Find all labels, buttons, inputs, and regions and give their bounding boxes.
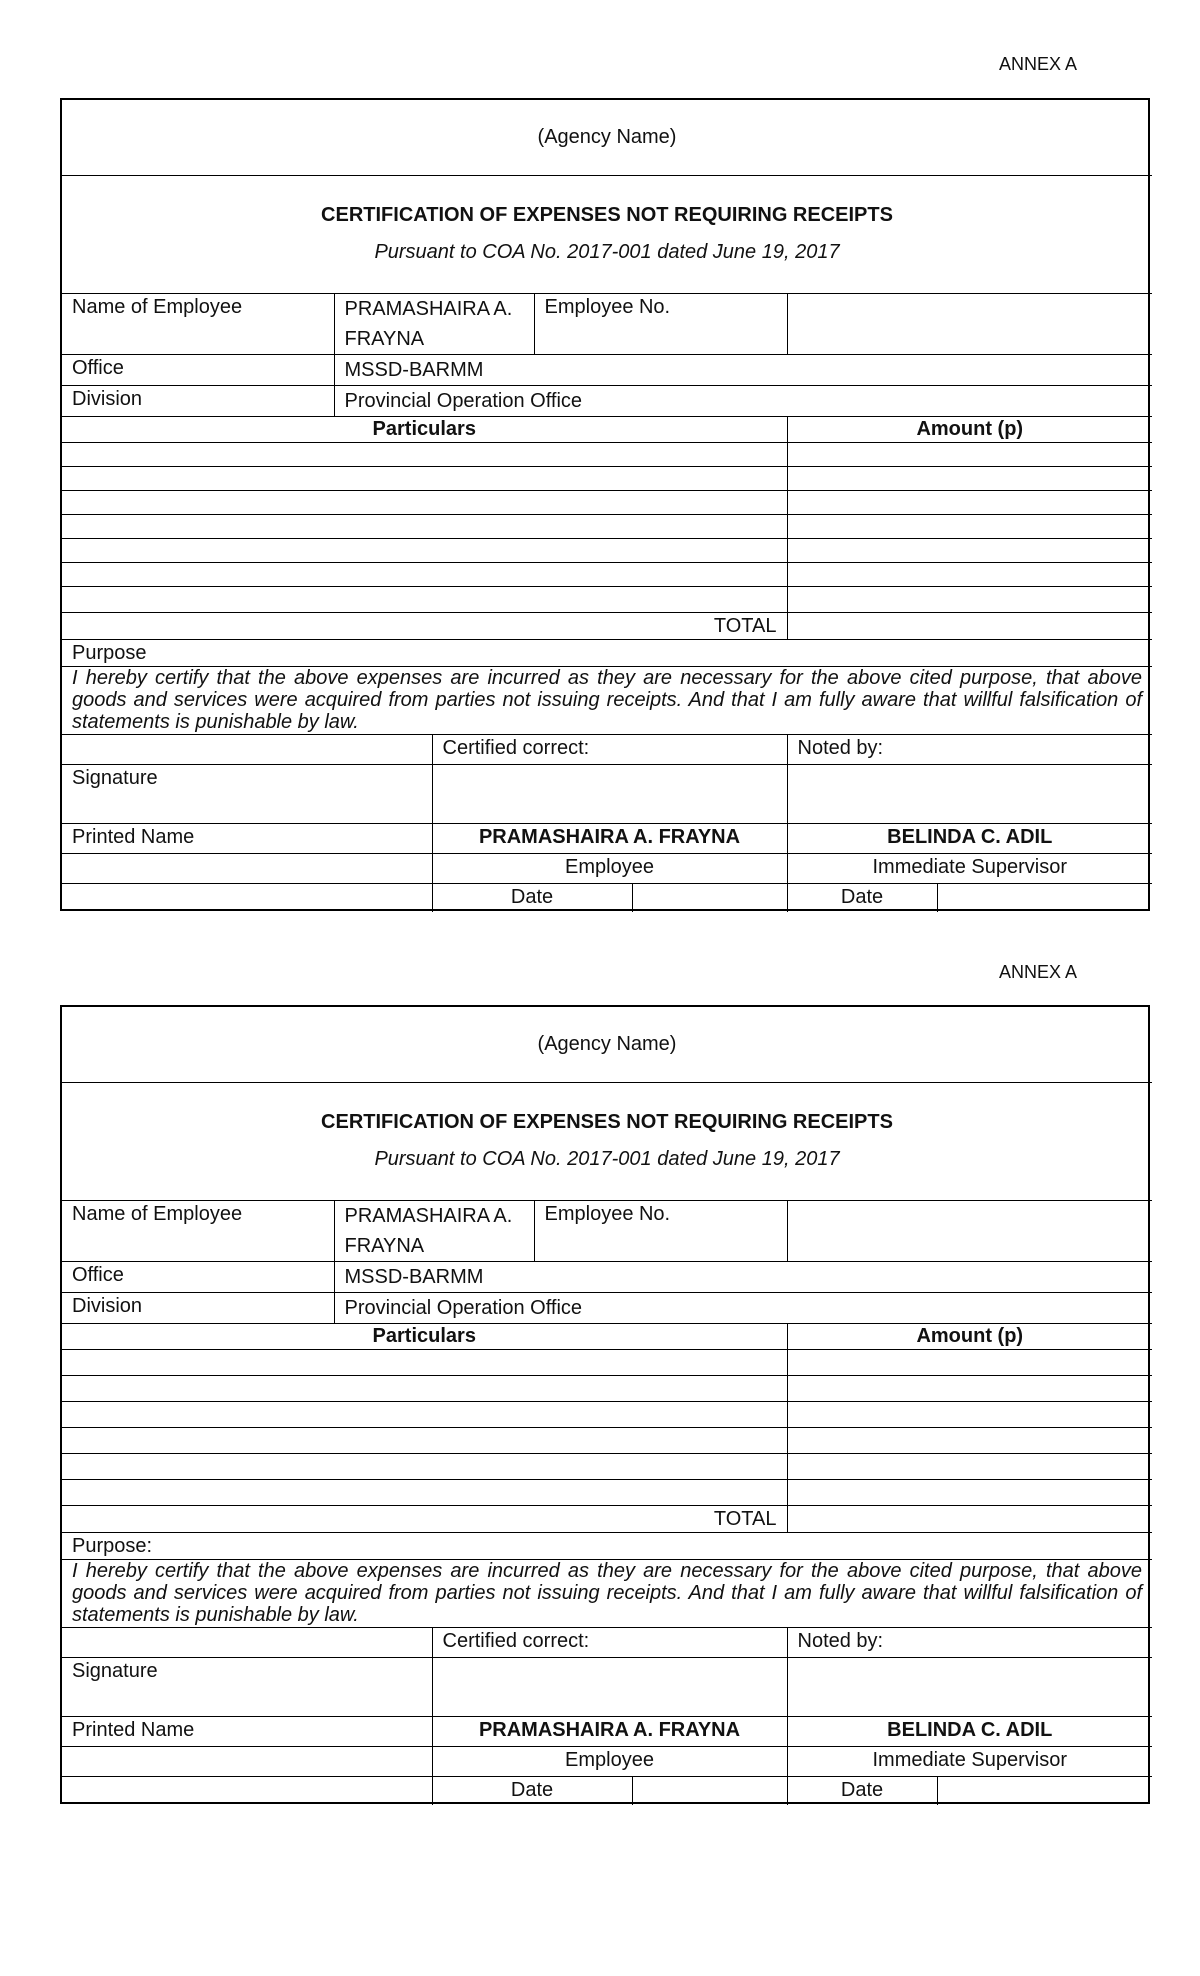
particulars-row <box>62 538 787 562</box>
employee-date-value <box>632 1776 787 1805</box>
name-of-employee-label: Name of Employee <box>62 1200 334 1261</box>
particulars-row <box>62 1349 787 1375</box>
employee-no-label: Employee No. <box>534 1200 787 1261</box>
amount-header: Amount (p) <box>787 416 1152 442</box>
particulars-row <box>62 442 787 466</box>
signature-label: Signature <box>62 764 432 823</box>
employee-signature <box>432 764 787 823</box>
particulars-row <box>62 490 787 514</box>
division-label: Division <box>62 385 334 416</box>
particulars-row <box>62 1375 787 1401</box>
supervisor-date-value <box>937 883 1152 912</box>
division-label: Division <box>62 1292 334 1323</box>
particulars-row <box>62 1401 787 1427</box>
supervisor-printed-name: BELINDA C. ADIL <box>787 1716 1152 1746</box>
amount-cell <box>787 490 1152 514</box>
noted-by-label: Noted by: <box>787 1627 1152 1657</box>
division-value: Provincial Operation Office <box>334 385 1152 416</box>
blank-cell <box>62 1627 432 1657</box>
form-header <box>62 1082 1152 1200</box>
form-header <box>62 175 1152 293</box>
employee-no-value <box>787 293 1152 354</box>
name-of-employee-value: PRAMASHAIRA A. FRAYNA <box>334 1200 534 1261</box>
annex-label: ANNEX A <box>998 962 1077 982</box>
blank-cell <box>62 1746 432 1776</box>
employee-date-value <box>632 883 787 912</box>
noted-by-label: Noted by: <box>787 734 1152 764</box>
amount-header: Amount (p) <box>787 1323 1152 1349</box>
amount-cell <box>787 514 1152 538</box>
particulars-row <box>62 586 787 612</box>
supervisor-date-label: Date <box>787 1776 937 1805</box>
amount-cell <box>787 442 1152 466</box>
certification-statement: I hereby certify that the above expenses are incurred as they are necessary for the above cited purpose, that above goods and services were acquired from parties not issuing receipts. And that I am fully aware that willful falsification of statements is punishable by law. <box>62 1559 1152 1627</box>
particulars-row <box>62 1479 787 1505</box>
amount-cell <box>787 586 1152 612</box>
office-label: Office <box>62 1261 334 1292</box>
office-value: MSSD-BARMM <box>334 354 1152 385</box>
form-subtitle: Pursuant to COA No. 2017-001 dated June 19, 2017 <box>374 241 840 263</box>
name-of-employee-label: Name of Employee <box>62 293 334 354</box>
employee-role: Employee <box>432 853 787 883</box>
purpose-label: Purpose <box>62 639 1152 666</box>
certification-form <box>60 98 1150 911</box>
total-label: TOTAL <box>62 1505 787 1532</box>
certified-correct-label: Certified correct: <box>432 734 787 764</box>
employee-printed-name: PRAMASHAIRA A. FRAYNA <box>432 1716 787 1746</box>
supervisor-printed-name: BELINDA C. ADIL <box>787 823 1152 853</box>
office-value: MSSD-BARMM <box>334 1261 1152 1292</box>
blank-cell <box>62 853 432 883</box>
employee-signature <box>432 1657 787 1716</box>
supervisor-signature <box>787 1657 1152 1716</box>
amount-cell <box>787 562 1152 586</box>
blank-cell <box>62 1776 432 1805</box>
employee-role: Employee <box>432 1746 787 1776</box>
supervisor-signature <box>787 764 1152 823</box>
annex-label: ANNEX A <box>998 54 1077 74</box>
employee-printed-name: PRAMASHAIRA A. FRAYNA <box>432 823 787 853</box>
particulars-header: Particulars <box>62 1323 787 1349</box>
supervisor-role: Immediate Supervisor <box>787 1746 1152 1776</box>
division-value: Provincial Operation Office <box>334 1292 1152 1323</box>
agency-name: (Agency Name) <box>62 1007 1152 1082</box>
particulars-row <box>62 562 787 586</box>
form-subtitle: Pursuant to COA No. 2017-001 dated June 19, 2017 <box>374 1148 840 1170</box>
employee-no-label: Employee No. <box>534 293 787 354</box>
employee-no-value <box>787 1200 1152 1261</box>
form-title: CERTIFICATION OF EXPENSES NOT REQUIRING RECEIPTS <box>321 1111 893 1133</box>
total-label: TOTAL <box>62 612 787 639</box>
amount-cell <box>787 1349 1152 1375</box>
office-label: Office <box>62 354 334 385</box>
amount-cell <box>787 1453 1152 1479</box>
supervisor-role: Immediate Supervisor <box>787 853 1152 883</box>
certification-form <box>60 1005 1150 1804</box>
blank-cell <box>62 734 432 764</box>
name-of-employee-value: PRAMASHAIRA A. FRAYNA <box>334 293 534 354</box>
particulars-row <box>62 1427 787 1453</box>
signature-label: Signature <box>62 1657 432 1716</box>
amount-cell <box>787 1401 1152 1427</box>
printed-name-label: Printed Name <box>62 823 432 853</box>
total-amount <box>787 1505 1152 1532</box>
amount-cell <box>787 1479 1152 1505</box>
amount-cell <box>787 466 1152 490</box>
supervisor-date-label: Date <box>787 883 937 912</box>
employee-date-label: Date <box>432 883 632 912</box>
particulars-row <box>62 514 787 538</box>
amount-cell <box>787 1375 1152 1401</box>
certified-correct-label: Certified correct: <box>432 1627 787 1657</box>
form-title: CERTIFICATION OF EXPENSES NOT REQUIRING RECEIPTS <box>321 204 893 226</box>
blank-cell <box>62 883 432 912</box>
agency-name: (Agency Name) <box>62 100 1152 175</box>
supervisor-date-value <box>937 1776 1152 1805</box>
particulars-row <box>62 1453 787 1479</box>
particulars-row <box>62 466 787 490</box>
employee-date-label: Date <box>432 1776 632 1805</box>
purpose-label: Purpose: <box>62 1532 1152 1559</box>
total-amount <box>787 612 1152 639</box>
amount-cell <box>787 1427 1152 1453</box>
particulars-header: Particulars <box>62 416 787 442</box>
certification-statement: I hereby certify that the above expenses are incurred as they are necessary for the above cited purpose, that above goods and services were acquired from parties not issuing receipts. And that I am fully aware that willful falsification of statements is punishable by law. <box>62 666 1152 734</box>
printed-name-label: Printed Name <box>62 1716 432 1746</box>
amount-cell <box>787 538 1152 562</box>
